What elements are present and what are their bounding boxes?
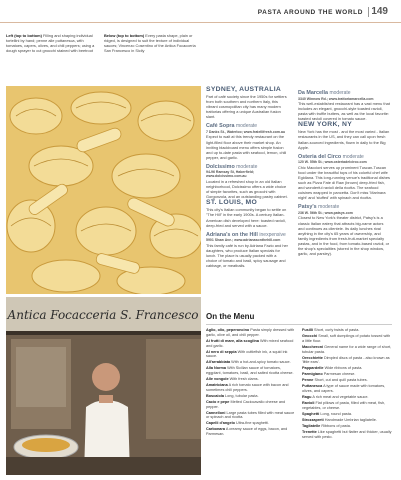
glossary-term: Boscaiola bbox=[206, 393, 224, 398]
glossary-definition: Melted Caciocavallo cheese and pepper. bbox=[206, 399, 286, 409]
body-paragraph: This city's Italian community began to settle on "The Hill" in the early 1900s. A century Italian-American dish developed here: toasted ravioli, deep-fried and served with a sauce. bbox=[206, 207, 287, 228]
body-paragraph: Expect to wait at this trendy restaurant on the light-filled floor above their market shop. An inviting blackboard menu offers simple fusion and up to-date pasta with seafood, lemon, chili pepper, and garlic. bbox=[206, 134, 287, 160]
glossary-definition: A rich tomato sauce with bacon and sometimes chili peppers. bbox=[206, 383, 289, 392]
glossary-item bbox=[302, 345, 392, 355]
glossary-term: Ragu bbox=[302, 395, 312, 400]
glossary-definition: Short, curly twists of pasta. bbox=[312, 328, 360, 332]
body-paragraph: Chic Maccioni serves up prominent Tuscan-Tuscan food under the beautiful tops of his colorful chef wife Egidiana. This long-running venue's traditional dishes such as Pizza Fate di Raw (brown) deep-fried fish, and wonderful ravioli della ricotta. The seafood cuisines wrapped in pancetta. Don't miss 'Marinara night' and 'stuffed' with spinach and ricotta. bbox=[298, 164, 390, 201]
glossary-term: Maccheroni bbox=[302, 344, 324, 349]
glossary-item bbox=[206, 350, 296, 360]
header-divider bbox=[368, 7, 369, 17]
glossary-item bbox=[302, 378, 392, 383]
glossary-definition: With fresh clams. bbox=[228, 377, 259, 382]
venue-heading bbox=[206, 164, 288, 170]
glossary-term: All'arrabbiata bbox=[206, 360, 231, 365]
venue-address: 120 W. 55th St.; www.osteriadelcirco.com bbox=[298, 160, 367, 165]
body-paragraph: This family café is run by Adriana Fazio and her daughters, who produce Italian specials for lunch. The place is usually packed with a choice of tomato and basil, spicy sausage and cabbage, or meatballs. bbox=[206, 242, 288, 269]
venue-heading bbox=[298, 90, 390, 96]
glossary-term: Alle vongole bbox=[206, 377, 229, 382]
glossary-item bbox=[302, 418, 392, 423]
venue-address: 94-96 Ramsay St, Haberfield; www.dolcissimo.com.au bbox=[206, 170, 255, 179]
glossary-term: Aglio, olio, peperoncino bbox=[206, 328, 250, 332]
caption-left bbox=[6, 33, 98, 53]
glossary-definition: Flat pillows of pasta, filled with meat, fish, vegetables, or cheese. bbox=[302, 401, 386, 410]
section-heading: SYDNEY, AUSTRALIA bbox=[206, 86, 282, 93]
page-header bbox=[0, 0, 401, 26]
shop-sign: Antica Focacceria S. Francesco bbox=[7, 308, 199, 322]
glossary-term: Cannelloni bbox=[206, 410, 226, 415]
section-heading: ST. LOUIS, MO bbox=[206, 199, 258, 207]
glossary-term: Spaghetti bbox=[302, 411, 320, 416]
venue-name: Osteria del Circo bbox=[298, 153, 342, 160]
venue-address: 5901 Shaw Ave.; www.adrianasonthehill.com bbox=[206, 238, 281, 243]
glossary-definition: With a hot-and-spicy tomato sauce. bbox=[230, 360, 291, 365]
glossary-item bbox=[206, 383, 296, 393]
glossary-item bbox=[206, 394, 296, 399]
glossary-term: Ai frutti di mare, alla scoglina bbox=[206, 338, 259, 343]
glossary-definition: A rich meat and vegetable sauce. bbox=[311, 395, 369, 400]
caption-right-text: Every pasta shape, plain or ridged, is designed to suit the texture of individual sauces; Vincenzo Cosentino of the Antica Focacceria San Francesco in Sicily bbox=[104, 32, 196, 53]
caption-right bbox=[104, 33, 199, 53]
price-rating: moderate bbox=[329, 90, 351, 96]
venue-heading bbox=[206, 123, 288, 129]
glossary-item bbox=[206, 339, 296, 349]
glossary-item bbox=[302, 384, 392, 394]
glossary-definition: Large pasta tubes filled with meat sauce or spinach and ricotta. bbox=[206, 410, 295, 420]
venue-address: 236 W. 56th St.; www.patsys.com bbox=[298, 210, 353, 215]
focacceria-illustration bbox=[6, 297, 201, 475]
price-rating: moderate bbox=[235, 123, 258, 130]
glossary-definition: Ribbons of pasta. bbox=[320, 423, 351, 428]
glossary-item bbox=[302, 430, 392, 440]
glossary-term: Strozzapreti bbox=[302, 417, 324, 422]
glossary-definition: Wide ribbons of pasta. bbox=[323, 366, 363, 371]
glossary-item bbox=[302, 424, 392, 429]
guide-column-middle bbox=[206, 86, 288, 268]
caption-left-text: Filling and shaping individual tortellini by hand; penne alle puttanesca, with tomatoes, capers, olives, and chili peppers; using a dough sprayer to cut gnocchi stained with beetroot bbox=[6, 32, 95, 53]
glossary-item bbox=[302, 401, 392, 411]
header-rule bbox=[0, 22, 401, 23]
glossary-item bbox=[302, 328, 392, 333]
glossary-definition: Handmade Umbrian tagliatelle. bbox=[323, 417, 377, 422]
glossary-term: Tagliatelle bbox=[302, 423, 321, 428]
glossary-item bbox=[302, 372, 392, 377]
glossary-term: Trenette bbox=[302, 429, 317, 434]
glossary-item bbox=[206, 328, 296, 338]
body-paragraph: Located in a refreshed shop in an old Italian neighborhood, Dolcissimo offers a wide choice of simple favorites, such as gnocchi with Gorgonzola, and an outstanding pastry cabinet. bbox=[206, 178, 288, 200]
glossary-definition: Long, round pasta. bbox=[319, 411, 353, 416]
glossary-item bbox=[302, 366, 392, 371]
glossary-term: Orecchiette bbox=[302, 355, 323, 360]
on-the-menu-glossary bbox=[206, 312, 392, 476]
glossary-term: Capelli d'angelo bbox=[206, 421, 235, 426]
glossary-term: Amatriciana bbox=[206, 383, 228, 388]
pasta-illustration bbox=[6, 86, 201, 294]
glossary-term: Penne bbox=[302, 378, 314, 383]
glossary-item bbox=[206, 400, 296, 410]
body-paragraph: This well-established restaurant has a vast menu that includes an elegant, gnocchi-style toasted ravioli, pasta with truffle butters, as well as the local favorite: toasted ravioli covered in tomato sauce. bbox=[298, 101, 390, 122]
venue-heading bbox=[298, 204, 390, 210]
glossary-definition: Ultra-fine spaghetti. bbox=[234, 421, 269, 426]
glossary-definition: Pasta simply dressed with garlic, olive oil, and chili pepper. bbox=[206, 328, 295, 337]
glossary-item bbox=[206, 360, 296, 365]
body-paragraph: Part of café society since the 1950s for settlers from both southern and northern Italy, this vibrant cosmopolitan city has many modern trattorias offering a unique Australian fusion slant. bbox=[206, 94, 287, 120]
glossary-term: Fusilli bbox=[302, 328, 313, 332]
glossary-definition: A creamy sauce of eggs, bacon, and Parmesan. bbox=[206, 427, 288, 437]
glossary-term: Cacio e pepe bbox=[206, 399, 230, 404]
glossary-term: Pappardelle bbox=[302, 366, 324, 371]
caption-right-bold: Below (top to bottom) bbox=[104, 32, 145, 38]
running-title: PASTA AROUND THE WORLD bbox=[257, 9, 363, 16]
glossary-definition: Parmesan cheese. bbox=[322, 372, 356, 377]
menu-column-right bbox=[302, 328, 392, 441]
glossary-term: Gnocchi bbox=[302, 333, 318, 338]
venue-address: 7 Danks St., Waterloo; www.fratellifresh.com.au bbox=[206, 129, 286, 134]
focacceria-photo bbox=[6, 297, 201, 475]
glossary-term: Al nero di seppia bbox=[206, 349, 237, 354]
venue-name: Café Sopra bbox=[206, 123, 235, 130]
caption-left-bold: Left (top to bottom) bbox=[6, 32, 42, 38]
glossary-term: Alla Norma bbox=[206, 366, 227, 371]
menu-column-left bbox=[206, 328, 296, 438]
section-heading: NEW YORK, NY bbox=[298, 121, 353, 129]
glossary-definition: Small, soft dumplings of potato tossed with a little flour. bbox=[302, 333, 391, 343]
guide-column-right bbox=[298, 86, 390, 256]
glossary-item bbox=[302, 412, 392, 417]
body-paragraph: Closest to New York's theater district, Patsy's is a classic Italian eatery that attracts big-name actors and continues as clientele. Its daily lunches rival anything in the city's 65 years of ownership, and family ingredients from fresh-fruit-market specialty pastas, and in the food, from tomato-based ravioli, or the shop's specialities (stored in the shop window, garlic, and parsley). bbox=[298, 215, 390, 257]
glossary-item bbox=[206, 427, 296, 437]
venue-address: 3340 Winnow Rd.; www.trattoriamarcella.com bbox=[298, 96, 374, 101]
glossary-item bbox=[206, 411, 296, 421]
menu-rule bbox=[206, 324, 392, 325]
price-rating: inexpensive bbox=[259, 231, 286, 238]
glossary-item bbox=[302, 334, 392, 344]
pasta-shapes-photo bbox=[6, 86, 201, 294]
glossary-definition: Long, tubular pasta. bbox=[223, 393, 259, 398]
venue-name: Adriana's on the Hill bbox=[206, 231, 258, 238]
glossary-definition: With cuttlefish ink, a squid ink sauce. bbox=[206, 349, 288, 359]
page-number: 149 bbox=[371, 6, 388, 17]
glossary-term: Ravioli bbox=[302, 401, 315, 406]
body-paragraph: New York has the most - and the most varied - Italian restaurants in the US, and they can call upon fresh Italian-sourced ingredients, flown in daily to the Big Apple. bbox=[298, 129, 390, 150]
venue-name: Dolcissimo bbox=[206, 163, 235, 170]
glossary-item bbox=[206, 377, 296, 382]
glossary-definition: A type of sauce made with tomatoes, olives, and capers. bbox=[302, 384, 386, 394]
venue-heading bbox=[298, 154, 390, 160]
price-rating: moderate bbox=[236, 163, 258, 170]
glossary-term: Puttanesca bbox=[302, 384, 323, 389]
price-rating: moderate bbox=[318, 204, 340, 211]
glossary-definition: Dimpled discs of pasta - also known as 'little ears'. bbox=[302, 355, 390, 365]
glossary-item bbox=[206, 366, 296, 376]
venue-heading bbox=[206, 232, 288, 238]
glossary-term: Carbonara bbox=[206, 427, 225, 432]
glossary-item bbox=[302, 356, 392, 366]
venue-name: Da Marcella bbox=[298, 90, 328, 96]
venue-name: Patsy's bbox=[298, 204, 317, 211]
glossary-term: Parmigiano bbox=[302, 372, 323, 377]
glossary-item bbox=[302, 395, 392, 400]
glossary-item bbox=[206, 421, 296, 426]
menu-title: On the Menu bbox=[206, 312, 255, 321]
glossary-definition: Like spaghetti but flatter and thicker, usually served with pesto. bbox=[302, 429, 392, 439]
glossary-definition: Short, cut and quill pasta tubes. bbox=[313, 378, 368, 383]
glossary-definition: With Sicilian sauce of tomatoes, eggplant, tomatoes, basil, and salted ricotta cheese. bbox=[206, 366, 294, 376]
price-rating: moderate bbox=[342, 153, 364, 160]
glossary-definition: General name for a wide range of short, tubular pasta. bbox=[302, 344, 392, 354]
glossary-definition: With mixed seafood and garlic. bbox=[206, 338, 294, 348]
